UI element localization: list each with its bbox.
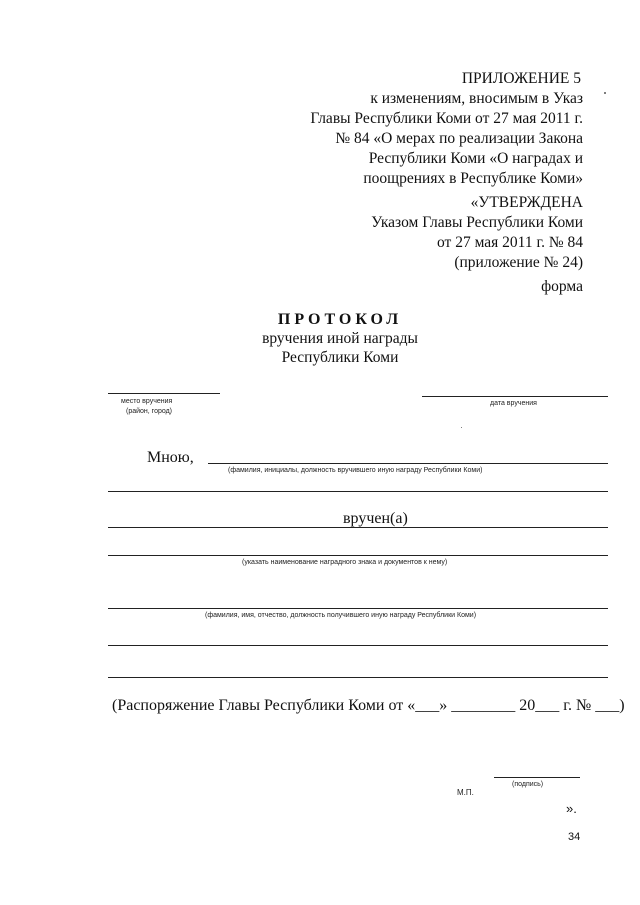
form-label: форма xyxy=(541,278,583,295)
presenter-caption: (фамилия, инициалы, должность вручившего иную награду Республики Коми) xyxy=(228,467,483,474)
page-number: 34 xyxy=(568,831,581,843)
appendix-block xyxy=(253,69,583,189)
award-line[interactable] xyxy=(108,555,608,556)
appendix-line: Республики Коми «О наградах и xyxy=(368,150,583,167)
stamp-label: М.П. xyxy=(457,788,474,797)
recipient-line[interactable] xyxy=(108,608,608,609)
appendix-line: ПРИЛОЖЕНИЕ 5 xyxy=(461,70,581,87)
approved-line: (приложение № 24) xyxy=(454,254,583,271)
recipient-caption: (фамилия, имя, отчество, должность получившего иную награду Республики Коми) xyxy=(205,612,477,619)
appendix-line: Главы Республики Коми от 27 мая 2011 г. xyxy=(310,110,583,127)
approved-line: Указом Главы Республики Коми xyxy=(371,214,583,231)
document-subtitle-2: Республики Коми xyxy=(281,349,399,366)
appendix-line: № 84 «О мерах по реализации Закона xyxy=(335,130,583,147)
scan-speck xyxy=(461,427,462,428)
appendix-line: поощрениях в Республике Коми» xyxy=(363,170,583,187)
document-subtitle: вручения иной награды xyxy=(262,330,418,347)
award-caption: (указать наименование наградного знака и документов к нему) xyxy=(242,559,448,566)
scan-speck xyxy=(604,92,606,94)
place-caption-sub: (район, город) xyxy=(126,408,173,415)
place-line[interactable] xyxy=(108,393,220,394)
date-line[interactable] xyxy=(422,396,608,397)
approved-line: «УТВЕРЖДЕНА xyxy=(470,194,583,211)
document-title: ПРОТОКОЛ xyxy=(277,311,403,328)
signature-line[interactable] xyxy=(494,777,580,778)
by-me-label: Мною, xyxy=(147,449,194,466)
handed-label: вручен(а) xyxy=(343,510,408,527)
appendix-line: к изменениям, вносимым в Указ xyxy=(370,90,583,107)
presenter-line-2[interactable] xyxy=(108,491,608,492)
approved-line: от 27 мая 2011 г. № 84 xyxy=(437,234,583,251)
signature-caption: (подпись) xyxy=(512,781,544,788)
date-caption: дата вручения xyxy=(490,400,537,407)
handed-line[interactable] xyxy=(108,527,608,528)
place-caption: место вручения xyxy=(121,398,173,405)
order-text: (Распоряжение Главы Республики Коми от «___» ________ 20___ г. № ___) xyxy=(112,697,625,714)
recipient-line-2[interactable] xyxy=(108,645,608,646)
recipient-line-3[interactable] xyxy=(108,677,608,678)
presenter-line[interactable] xyxy=(208,463,608,464)
closing-mark: ». xyxy=(566,801,577,816)
approved-block xyxy=(253,193,583,273)
